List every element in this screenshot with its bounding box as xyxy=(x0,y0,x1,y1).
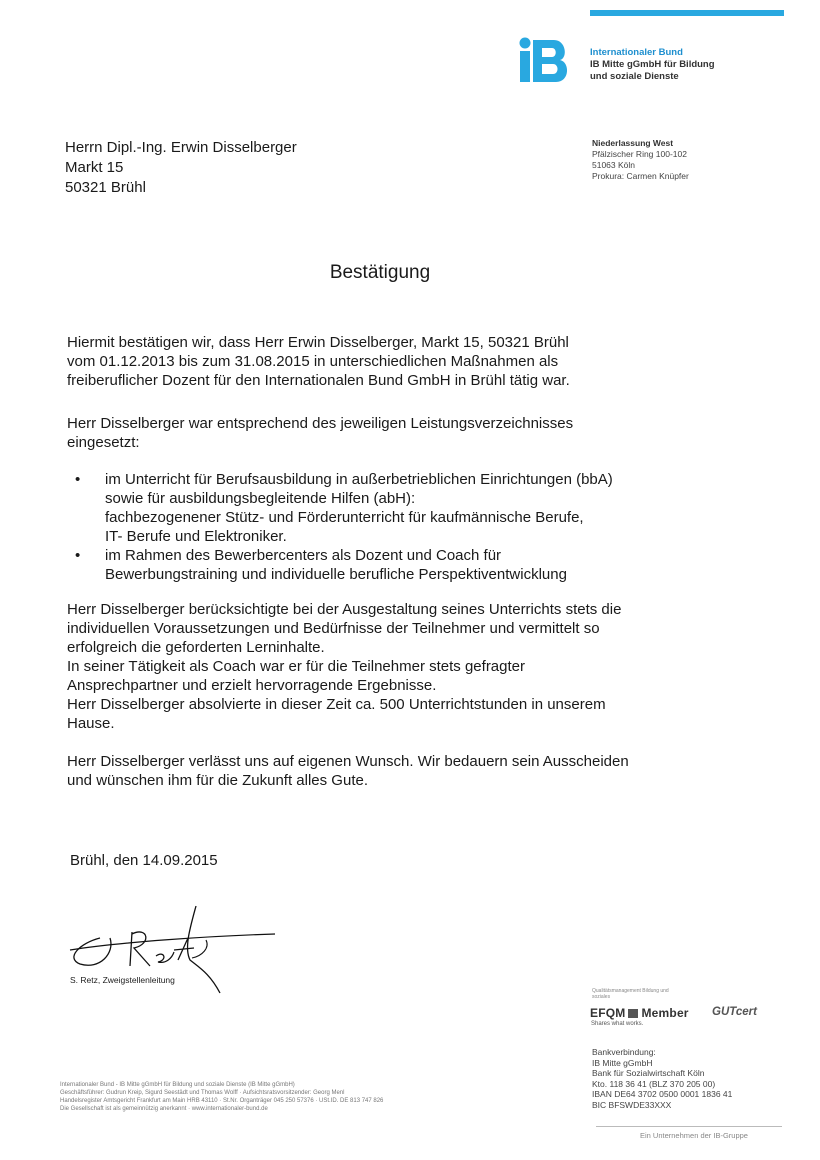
text-line: IT- Berufe und Elektroniker. xyxy=(105,528,287,545)
cert-caption: Qualitätsmanagement Bildung und soziales xyxy=(592,988,669,1000)
branch-info xyxy=(592,138,689,182)
efqm-member: Member xyxy=(641,1006,689,1020)
brand-top-bar xyxy=(590,10,784,16)
efqm-badge xyxy=(590,1006,689,1020)
gutcert-logo: GUTcert xyxy=(712,1006,757,1018)
recipient-city: 50321 Brühl xyxy=(65,179,146,196)
duties-list xyxy=(67,470,707,584)
branch-title: Niederlassung West xyxy=(592,138,674,148)
signature-label: S. Retz, Zweigstellenleitung xyxy=(70,975,175,985)
org-line: IB Mitte gGmbH für Bildung xyxy=(590,59,715,70)
text-line: Hiermit bestätigen wir, dass Herr Erwin Disselberger, Markt 15, 50321 Brühl xyxy=(67,334,569,351)
text-line: individuellen Voraussetzungen und Bedürfnisse der Teilnehmer und vermittelt so xyxy=(67,620,600,637)
intro-paragraph xyxy=(67,333,707,390)
text-line: fachbezogenener Stütz- und Förderunterricht für kaufmännische Berufe, xyxy=(105,509,584,526)
logo-text: IB xyxy=(518,36,519,37)
text-line: Hause. xyxy=(67,715,115,732)
text-line: und wünschen ihm für die Zukunft alles Gute. xyxy=(67,772,368,789)
bank-line: Bank für Sozialwirtschaft Köln xyxy=(592,1068,705,1078)
bullet-icon: • xyxy=(75,547,81,564)
deployment-paragraph xyxy=(67,414,707,452)
text-line: eingesetzt: xyxy=(67,434,140,451)
assessment-paragraph xyxy=(67,600,707,733)
recipient-street: Markt 15 xyxy=(65,159,124,176)
bank-line: IBAN DE64 3702 0500 0001 1836 41 xyxy=(592,1089,733,1099)
group-note: Ein Unternehmen der IB-Gruppe xyxy=(640,1131,748,1140)
text-line: In seiner Tätigkeit als Coach war er für die Teilnehmer stets gefragter xyxy=(67,658,525,675)
efqm-tagline: Shares what works. xyxy=(591,1021,644,1027)
text-line: Bewerbungstraining und individuelle berufliche Perspektiventwicklung xyxy=(105,566,567,583)
recipient-name: Herrn Dipl.-Ing. Erwin Disselberger xyxy=(65,139,297,156)
bank-line: BIC BFSWDE33XXX xyxy=(592,1099,672,1110)
bank-line: Kto. 118 36 41 (BLZ 370 205 00) xyxy=(592,1078,716,1089)
efqm-square-icon xyxy=(628,1009,638,1018)
footer-divider xyxy=(596,1126,782,1127)
text-line: im Rahmen des Bewerbercenters als Dozent und Coach für xyxy=(105,547,502,564)
text-line: Herr Disselberger verlässt uns auf eigenen Wunsch. Wir bedauern sein Ausscheiden xyxy=(67,753,629,770)
bank-details xyxy=(592,1047,732,1110)
bank-line: IB Mitte gGmbH xyxy=(592,1057,653,1068)
branch-line: Prokura: Carmen Knüpfer xyxy=(592,171,689,181)
legal-footer xyxy=(60,1081,480,1113)
text-line: erfolgreich die geforderten Lerninhalte. xyxy=(67,639,325,656)
closing-paragraph xyxy=(67,752,707,790)
text-line: Herr Disselberger war entsprechend des jeweiligen Leistungsverzeichnisses xyxy=(67,415,574,432)
footer-line: Die Gesellschaft ist als gemeinnützig anerkannt · www.internationaler-bund.de xyxy=(60,1106,268,1112)
recipient-address xyxy=(65,138,297,198)
bullet-icon: • xyxy=(75,471,81,488)
text-line: freiberuflicher Dozent für den Internationalen Bund GmbH in Brühl tätig war. xyxy=(67,372,570,389)
org-line: Internationaler Bund xyxy=(590,47,683,58)
text-line: im Unterricht für Berufsausbildung in außerbetrieblichen Einrichtungen (bbA) xyxy=(105,471,613,488)
place-date: Brühl, den 14.09.2015 xyxy=(70,852,218,869)
branch-line: 51063 Köln xyxy=(592,160,636,170)
document-title: Bestätigung xyxy=(329,262,431,283)
text-line: Ansprechpartner und erzielt hervorragende Ergebnisse. xyxy=(67,677,437,694)
bank-line: Bankverbindung: xyxy=(592,1047,656,1057)
footer-line: Handelsregister Amtsgericht Frankfurt am Main HRB 43110 · St.Nr. Organträger 045 250 57376 · USt.ID. DE 813 747 826 xyxy=(60,1098,384,1104)
ib-logo xyxy=(518,36,574,84)
text-line: vom 01.12.2013 bis zum 31.08.2015 in unterschiedlichen Maßnahmen als xyxy=(67,353,559,370)
text-line: Herr Disselberger absolvierte in dieser Zeit ca. 500 Unterrichtstunden in unserem xyxy=(67,696,606,713)
organization-name xyxy=(590,47,715,83)
list-item xyxy=(67,546,707,584)
efqm-label: EFQM xyxy=(590,1006,626,1020)
org-line: und soziale Dienste xyxy=(590,71,679,82)
branch-line: Pfälzischer Ring 100-102 xyxy=(592,149,687,159)
text-line: Herr Disselberger berücksichtigte bei der Ausgestaltung seines Unterrichts stets die xyxy=(67,601,622,618)
text-line: sowie für ausbildungsbegleitende Hilfen (abH): xyxy=(105,490,416,507)
footer-line: Geschäftsführer: Gudrun Kreip, Sigurd Seestädt und Thomas Wolff · Aufsichtsratsvorsitzender: Georg Menl xyxy=(60,1090,345,1096)
list-item xyxy=(67,470,707,546)
footer-line: Internationaler Bund - IB Mitte gGmbH für Bildung und soziale Dienste (IB Mitte gGmbH) xyxy=(60,1082,295,1088)
